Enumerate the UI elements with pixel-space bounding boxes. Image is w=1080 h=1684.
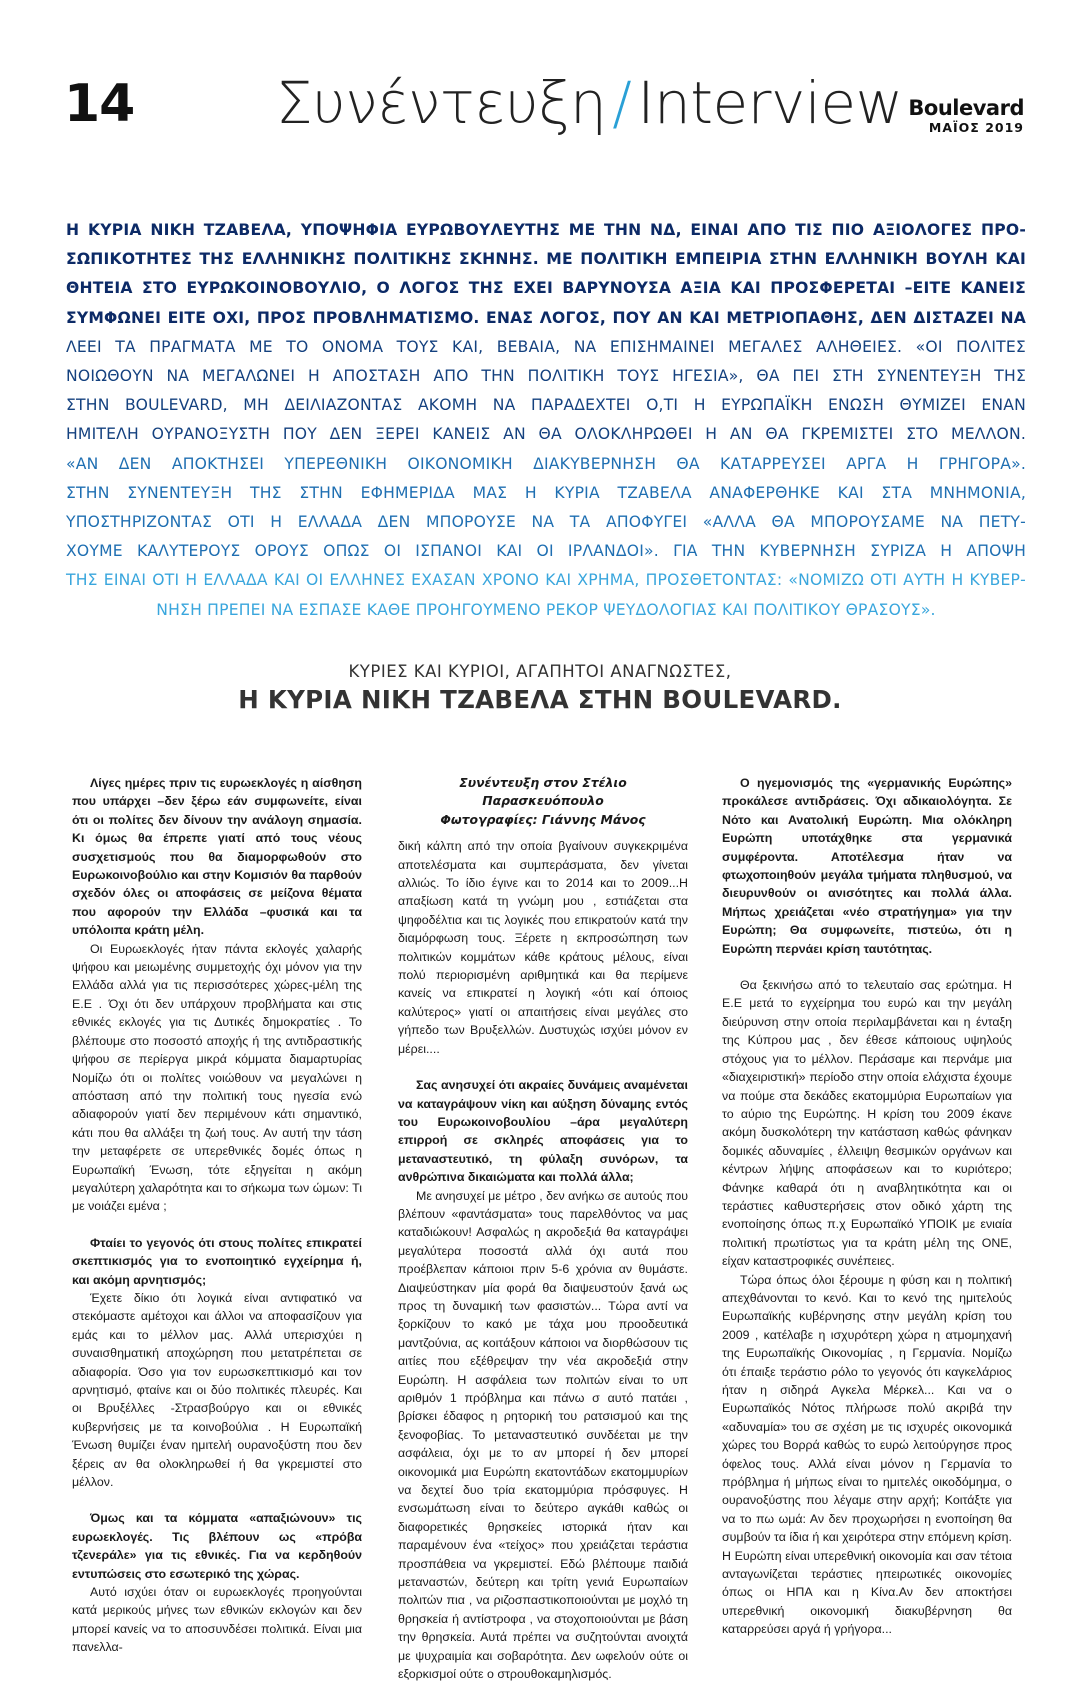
section-title — [276, 69, 903, 137]
lead-line: ΧΟΥΜΕ ΚΑΛΥΤΕΡΟΥΣ ΟΡΟΥΣ ΟΠΩΣ ΟΙ ΙΣΠΑΝΟΙ ΚΑΙ ΟΙ ΙΡΛΑΝΔΟΙ». ΓΙΑ ΤΗΝ ΚΥΒΕΡΝΗΣΗ ΣΥΡΙΖΑ Η ΑΠΟΨΗ — [66, 542, 1026, 561]
lead-line: ΥΠΟΣΤΗΡΙΖΟΝΤΑΣ ΟΤΙ Η ΕΛΛΑΔΑ ΔΕΝ ΜΠΟΡΟΥΣΕ ΝΑ ΤΑ ΑΠΟΦΥΓΕΙ «ΑΛΛΑ ΘΑ ΜΠΟΡΟΥΣΑΜΕ ΝΑ ΠΕΤΥ- — [66, 513, 1026, 532]
lead-line: ΣΩΠΙΚΟΤΗΤΕΣ ΤΗΣ ΕΛΛΗΝΙΚΗΣ ΠΟΛΙΤΙΚΗΣ ΣΚΗΝΗΣ. ΜΕ ΠΟΛΙΤΙΚΗ ΕΜΠΕΙΡΙΑ ΣΤΗΝ ΕΛΛΗΝΙΚΗ ΒΟΥΛΗ ΚΑΙ — [66, 250, 1026, 269]
lead-line: «ΑΝ ΔΕΝ ΑΠΟΚΤΗΣΕΙ ΥΠΕΡΕΘΝΙΚΗ ΟΙΚΟΝΟΜΙΚΗ ΔΙΑΚΥΒΕΡΝΗΣΗ ΘΑ ΚΑΤΑΡΡΕΥΣΕΙ ΑΡΓΑ Η ΓΡΗΓΟΡΑ». — [66, 454, 1026, 473]
lead-line: Η ΚΥΡΙΑ ΝΙΚΗ ΤΖΑΒΕΛΑ, ΥΠΟΨΗΦΙΑ ΕΥΡΩΒΟΥΛΕΥΤΗΣ ΜΕ ΤΗΝ ΝΔ, ΕΙΝΑΙ ΑΠΟ ΤΙΣ ΠΙΟ ΑΞΙΟΛΟΓΕΣ ΠΡΟ- — [66, 221, 1026, 239]
article-column-3 — [722, 774, 1012, 1639]
interview-question: Λίγες ημέρες πριν τις ευρωεκλογές η αίσθηση που υπάρχει –δεν ξέρω εάν συμφωνείτε, είναι ότι οι πολίτες δεν δίνουν την ανάλογη σημασία. Κι όμως θα έπρεπε γιατί από τους νέους συσχετισμούς που θα διαμορφωθούν στο Ευρωκοινοβούλιο και στην Κομισιόν θα παρθούν σχεδόν όλες οι αποφάσεις σε μείζονα θέματα που αφορούν την Ελλάδα –φυσικά και τα υπόλοιπα κράτη μέλη. — [72, 776, 362, 938]
article-paragraph: Αυτό ισχύει όταν οι ευρωεκλογές προηγούνται κατά μερικούς μήνες των εθνικών εκλογών και δεν μπορεί κανείς να το αποσυνδέσει πολιτικά. Είναι μια πανελλα- — [72, 1585, 362, 1655]
article-headline — [0, 662, 1080, 714]
article-paragraph: Θα ξεκινήσω από το τελευταίο σας ερώτημα. Η Ε.Ε μετά το εγχείρημα του ευρώ και την μεγάλη διεύρυνση στην οποία περιλαμβάνεται και η ένταξη της Κύπρου μας , δεν έθεσε κάποιους υψηλούς στόχους για το μέλλον. Περάσαμε και περνάμε μια «διαχειριστική» περίοδο στην οποία ελάχιστα έχουμε να πούμε στα δεκάδες εκατομμύρια Ευρωπαίων για το αύριο της Ευρώπης. Η κρίση του 2009 έκανε ακόμη δυσκολότερη την κατάσταση καθώς φάνηκαν δομικές αδυναμίες , έλλειψη θεσμικών οργάνων και κέντρων λήψης αποφάσεων και το κυριότερο; Φάνηκε καθαρά ότι η αναβλητικότητα και οι τεράστιες καθυστερήσεις στον οδικό χάρτη της ενοποίησης όπως π.χ Ευρωπαϊκό ΥΠΟΙΚ με ενιαία πολιτική πρωτίστως για τα κράτη μέλη της ΟΝΕ, είχαν καταστροφικές συνέπειες. — [722, 978, 1012, 1269]
issue-date: ΜΑΪΟΣ 2019 — [928, 120, 1024, 135]
lead-line: ΣΥΜΦΩΝΕΙ ΕΙΤΕ ΟΧΙ, ΠΡΟΣ ΠΡΟΒΛΗΜΑΤΙΣΜΟ. ΕΝΑΣ ΛΟΓΟΣ, ΠΟΥ ΑΝ ΚΑΙ ΜΕΤΡΙΟΠΑΘΗΣ, ΔΕΝ ΔΙΣΤΑΖΕΙ ΝΑ — [66, 308, 1026, 327]
photographer-credit: Φωτογραφίες: Γιάννης Μάνος — [440, 811, 646, 827]
section-title-english: Interview — [637, 69, 903, 137]
interview-question: Ο ηγεμονισμός της «γερμανικής Ευρώπης» προκάλεσε αντιδράσεις. Όχι αδικαιολόγητα. Σε Νότο και Ανατολική Ευρώπη. Μια ολόκληρη Ευρώπη υποτάχθηκε στα γερμανικά συμφέροντα. Αποτέλεσμα ήταν να φτωχοποιηθούν μεγάλα τμήματα πληθυσμού, να διευρυνθούν οι ανισότητες και πολλά άλλα. Μήπως χρειάζεται «νέο στρατήγημα» για την Ευρώπη; Θα συμφωνείτε, πιστεύω, ότι η Ευρώπη περνάει κρίση ταυτότητας. — [722, 776, 1012, 956]
publication-brand — [908, 98, 1024, 135]
lead-line: ΤΗΣ ΕΙΝΑΙ ΟΤΙ Η ΕΛΛΑΔΑ ΚΑΙ ΟΙ ΕΛΛΗΝΕΣ ΕΧΑΣΑΝ ΧΡΟΝΟ ΚΑΙ ΧΡΗΜΑ, ΠΡΟΣΘΕΤΟΝΤΑΣ: «ΝΟΜΙΖΩ ΟΤΙ ΑΥΤΗ Η ΚΥΒΕΡ- — [66, 571, 1026, 590]
lead-line: ΣΤΗΝ BOULEVARD, ΜΗ ΔΕΙΛΙΑΖΟΝΤΑΣ ΑΚΟΜΗ ΝΑ ΠΑΡΑΔΕΧΤΕΙ Ο,ΤΙ Η ΕΥΡΩΠΑΪΚΗ ΕΝΩΣΗ ΘΥΜΙΖΕΙ ΕΝΑΝ — [66, 396, 1026, 415]
section-title-slash: / — [612, 69, 632, 137]
article-column-1 — [72, 774, 362, 1657]
interview-question: Φταίει το γεγονός ότι στους πολίτες επικρατεί σκεπτικισμός για το ενοποιητικό εγχείρημα ή, και ακόμη αρνητισμός; — [72, 1235, 362, 1287]
page-header — [0, 0, 1080, 170]
article-column-2 — [398, 774, 688, 1684]
article-paragraph: Έχετε δίκιο ότι λογικά είναι αντιφατικό να στεκόμαστε αμέτοχοι και άλλοι να αποφασίζουν για εμάς και το μέλλον μας. Αλλά υπερισχύει η συναισθηματική αποχώρηση που μετατρέπεται σε αδιαφορία. Όσο για τον ευρωσκεπτικισμό και τον αρνητισμό, φταίνε και οι δύο πολιτικές πλευρές. Και οι Βρυξέλλες -Στρασβούργο και οι εθνικές κυβερνήσεις με τα κοινοβούλια . Η Ευρωπαϊκή Ένωση θυμίζει έναν ημιτελή ουρανοξύστη που δεν ξέρεις αν θα ολοκληρωθεί ή θα γκρεμιστεί στο μέλλον. — [72, 1290, 362, 1490]
interview-question: Σας ανησυχεί ότι ακραίες δυνάμεις αναμένεται να καταγράψουν νίκη και αύξηση δύναμης εντός του Ευρωκοινοβουλίου –άρα μεγαλύτερη επιρροή σε σκληρές αποφάσεις για το μεταναστευτικό, τη φύλαξη συνόρων, τα ανθρώπινα δικαιώματα και πολλά άλλα; — [398, 1078, 688, 1185]
article-column-2-body — [398, 837, 688, 1683]
lead-line: ΗΜΙΤΕΛΗ ΟΥΡΑΝΟΞΥΣΤΗ ΠΟΥ ΔΕΝ ΞΕΡΕΙ ΚΑΝΕΙΣ ΑΝ ΘΑ ΟΛΟΚΛΗΡΩΘΕΙ Η ΑΝ ΘΑ ΓΚΡΕΜΙΣΤΕΙ ΣΤΟ ΜΕΛΛΟΝ. — [66, 425, 1026, 444]
lead-paragraph — [66, 216, 1026, 625]
lead-line: ΣΤΗΝ ΣΥΝΕΝΤΕΥΞΗ ΤΗΣ ΣΤΗΝ ΕΦΗΜΕΡΙΔΑ ΜΑΣ Η ΚΥΡΙΑ ΤΖΑΒΕΛΑ ΑΝΑΦΕΡΘΗΚΕ ΚΑΙ ΣΤΑ ΜΝΗΜΟΝΙΑ, — [66, 483, 1026, 502]
lead-line: ΝΟΙΩΘΟΥΝ ΝΑ ΜΕΓΑΛΩΝΕΙ Η ΑΠΟΣΤΑΣΗ ΑΠΟ ΤΗΝ ΠΟΛΙΤΙΚΗ ΤΟΥΣ ΗΓΕΣΙΑ», ΘΑ ΠΕΙ ΣΤΗ ΣΥΝΕΝΤΕΥΞΗ ΤΗΣ — [66, 367, 1026, 386]
section-title-greek: Συνέντευξη — [276, 69, 607, 137]
article-paragraph: Με ανησυχεί με μέτρο , δεν ανήκω σε αυτούς που βλέπουν «φαντάσματα» τους παρελθόντος να μας καταδιώκουν! Ασφαλώς η ακροδεξιά θα καταγράψει μεγαλύτερα ποσοστά αλλά όχι αυτά που προέβλεπαν κάποιοι πριν 5-6 χρόνια αν θυμάστε. Διαψεύστηκαν μία φορά θα διαψευστούν ξανά ως προς τη δυναμική των φασιστών... Τώρα αντί να ξορκίζουν το κακό με τάχα μου προοδευτικά μαντζούνια, ας κοιτάξουν κάποιοι να διορθώσουν τις αιτίες που εξέθρεψαν την νέα ακροδεξιά στην Ευρώπη. Η ασφάλεια των πολιτών είναι το υπ αριθμόν 1 πρόβλημα και πάνω σ αυτό πατάει , βρίσκει έδαφος η ρητορική του ρατσισμού και της ξενοφοβίας. Το μεταναστευτικό συνδέεται με την ασφάλεια, όχι με το αν μπορεί ή δεν μπορεί οικονομικά μια Ευρώπη εκατοντάδων εκατομμυρίων να δεχτεί δυο τρία εκατομμύρια πρόσφυγες. Η ενσωμάτωση είναι το δεύτερο αγκάθι καθώς οι διαφορετικές θρησκείες ιστορικά ήταν και παραμένουν ένα «τείχος» που χρειάζεται τεράστια προσπάθεια να γκρεμιστεί. Εδώ βλέπουμε παιδιά μεταναστών, δεύτερη και τρίτη γενιά Ευρωπαίων πολιτών πια , να ριζοσπαστικοποιούνται με μοχλό τη θρησκεία ή αντίστροφα , να στοχοποιούνται με βάση την θρησκεία. Αυτά πρέπει να συζητούνται ανοιχτά με ψυχραιμία και σοβαρότητα. Δεν ωφελούν ούτε οι εξορκισμοί ούτε ο στρουθοκαμηλισμός. — [398, 1188, 688, 1682]
brand-name: Boulevard — [908, 96, 1024, 120]
article-credits — [398, 774, 688, 829]
article-paragraph: Οι Ευρωεκλογές ήταν πάντα εκλογές χαλαρής ψήφου και μειωμένης συμμετοχής όχι μόνον για την Ελλάδα αλλά για τις περισσότερες χώρες-μέλη της Ε.Ε . Όχι ότι δεν υπάρχουν προβλήματα και στις εθνικές εκλογές για τις Δυτικές δημοκρατίες . Το βλέπουμε στο ποσοστό αποχής ή της αντιδραστικής ψήφου σε περίεργα μικρά κόμματα διαμαρτυρίας Νομίζω ότι οι πολίτες νοιώθουν να μεγαλώνει η απόσταση από την πολιτική τους ηγεσία ενώ αδιαφορούν γιατί δεν περιμένουν κάτι σημαντικό, κάτι που θα αλλάξει τη ζωή τους. Αν αυτή την τάση την μεταφέρετε σε υπερεθνικές δομές όπως η Ευρωπαϊκή Ένωση, τότε εξηγείται η ακόμη μεγαλύτερη χαλαρότητα και το σήκωμα των ώμων: Τι με νοιάζει εμένα ; — [72, 941, 362, 1214]
article-paragraph: δική κάλπη από την οποία βγαίνουν συγκεκριμένα αποτελέσματα και συμπεράσματα, δεν γίνεται αλλιώς. Το ίδιο έγινε και το 2014 και το 2009...Η απαξίωση κατά τη γνώμη μου , εστιάζεται στα ψηφοδέλτια και τις λογικές που επικρατούν κατά την διαμόρφωση τους. Ξέρετε η εκπροσώπηση των πολιτικών κομμάτων κάθε κράτους μέλους, είναι πολύ περιορισμένη αριθμητικά και θα περίμενε κανείς να επικρατεί η λογική «ότι καί όποιος καλύτερος» γιατί οι απαιτήσεις είναι μεγάλες στο γήπεδο των Βρυξελλών. Δυστυχώς ισχύει μόνον εν μέρει.... — [398, 839, 688, 1056]
article-paragraph: Τώρα όπως όλοι ξέρουμε η φύση και η πολιτική απεχθάνονται το κενό. Και το κενό της ημιτελούς Ευρωπαϊκής κυβέρνησης στην μεγάλη κρίση του 2009 , κατέλαβε η ισχυρότερη χώρα η ατμομηχανή της Ευρωπαϊκής Οικονομίας , η Γερμανία. Νομίζω ότι έπαιξε τεράστιο ρόλο το γεγονός ότι καγκελάριος ήταν η σιδηρά Αγκελα Μέρκελ... Και να ο Ευρωπαϊκός Νότος πλήρωσε πολύ ακριβά την «αδυναμία» του σε σχέση με τις ισχυρές οικονομικά χώρες του Βορρά καθώς το ευρώ λειτούργησε προς όφελος τους. Αλλά είναι μόνον η Γερμανία το πρόβλημα ή μήπως είναι το ημιτελές οικοδόμημα, ο ουρανοξύστης που λέγαμε στην αρχή; Κοιτάξτε για να το πω ωμά: Αν δεν προχωρήσει η ενοποίηση θα συμβούν τα ίδια ή και χειρότερα στην επόμενη κρίση. Η Ευρώπη είναι υπερεθνική οικονομία και σαν τέτοια ανταγωνίζεται τεράστιες ηπειρωτικές οικονομίες όπως οι ΗΠΑ και η Κίνα.Αν δεν αποκτήσει υπερεθνική οικονομική διακυβέρνηση θα καταρρεύσει αργά ή γρήγορα... — [722, 1272, 1012, 1637]
headline-title: Η ΚΥΡΙΑ ΝΙΚΗ ΤΖΑΒΕΛΑ ΣΤΗΝ BOULEVARD. — [238, 685, 842, 714]
page-number: 14 — [64, 74, 135, 134]
interview-question: Όμως και τα κόμματα «απαξιώνουν» τις ευρωεκλογές. Τις βλέπουν ως «πρόβα τζενεράλε» για τις εθνικές. Για να κερδηθούν εντυπώσεις στο εσωτερικό της χώρας. — [72, 1511, 362, 1581]
lead-line: ΛΕΕΙ ΤΑ ΠΡΑΓΜΑΤΑ ΜΕ ΤΟ ΟΝΟΜΑ ΤΟΥΣ ΚΑΙ, ΒΕΒΑΙΑ, ΝΑ ΕΠΙΣΗΜΑΙΝΕΙ ΜΕΓΑΛΕΣ ΑΛΗΘΕΙΕΣ. «ΟΙ ΠΟΛΙΤΕΣ — [66, 337, 1026, 356]
interviewer-credit: Συνέντευξη στον Στέλιο Παρασκευόπουλο — [459, 775, 627, 809]
lead-line: ΝΗΣΗ ΠΡΕΠΕΙ ΝΑ ΕΣΠΑΣΕ ΚΑΘΕ ΠΡΟΗΓΟΥΜΕΝΟ ΡΕΚΟΡ ΨΕΥΔΟΛΟΓΙΑΣ ΚΑΙ ΠΟΛΙΤΙΚΟΥ ΘΡΑΣΟΥΣ». — [156, 600, 936, 619]
headline-subtitle: ΚΥΡΙΕΣ ΚΑΙ ΚΥΡΙΟΙ, ΑΓΑΠΗΤΟΙ ΑΝΑΓΝΩΣΤΕΣ, — [348, 662, 732, 681]
lead-line: ΘΗΤΕΙΑ ΣΤΟ ΕΥΡΩΚΟΙΝΟΒΟΥΛΙΟ, Ο ΛΟΓΟΣ ΤΗΣ ΕΧΕΙ ΒΑΡΥΝΟΥΣΑ ΑΞΙΑ ΚΑΙ ΠΡΟΣΦΕΡΕΤΑΙ –ΕΙΤΕ ΚΑΝΕΙΣ — [66, 279, 1026, 298]
